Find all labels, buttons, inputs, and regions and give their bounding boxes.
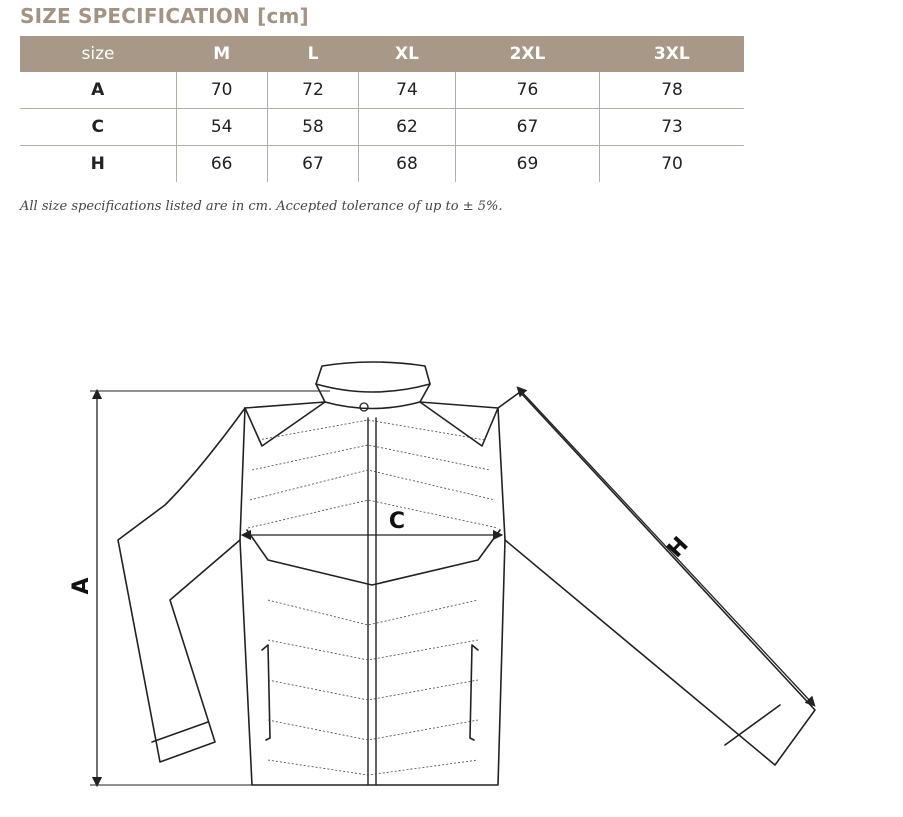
collar-icon xyxy=(316,362,430,392)
header-cell-2xl: 2XL xyxy=(455,36,599,72)
table-row xyxy=(20,72,744,109)
table-cell: 70 xyxy=(600,146,744,183)
header-cell-size: size xyxy=(20,36,176,72)
table-cell: 76 xyxy=(455,72,599,109)
row-label-a: A xyxy=(20,72,176,109)
table-cell: 67 xyxy=(455,109,599,146)
label-h: H xyxy=(662,532,694,563)
measure-h xyxy=(520,390,812,703)
row-label-h: H xyxy=(90,154,105,174)
table-cell: 68 xyxy=(359,146,456,183)
table-cell: 58 xyxy=(267,109,358,146)
table-cell: 67 xyxy=(267,146,358,183)
table-cell: 62 xyxy=(359,109,456,146)
table-row xyxy=(20,109,744,146)
table-cell: 69 xyxy=(455,146,599,183)
snap-button-icon xyxy=(360,403,368,411)
measure-a xyxy=(69,391,330,785)
header-cell-xl: XL xyxy=(359,36,456,72)
table-cell: 72 xyxy=(267,72,358,109)
page-title: SIZE SPECIFICATION [cm] xyxy=(20,4,309,28)
measure-c xyxy=(246,509,498,535)
tolerance-note: All size specifications listed are in cm. Accepted tolerance of up to ± 5%. xyxy=(20,199,503,214)
header-cell-l: L xyxy=(267,36,358,72)
table-cell: 74 xyxy=(359,72,456,109)
table-cell: 70 xyxy=(176,72,267,109)
label-a: A xyxy=(69,577,94,595)
header-cell-3xl: 3XL xyxy=(600,36,744,72)
header-cell-m: M xyxy=(176,36,267,72)
jacket-measurement-diagram xyxy=(0,340,903,817)
table-cell: 78 xyxy=(600,72,744,109)
table-header-row xyxy=(20,36,744,72)
table-cell: 73 xyxy=(600,109,744,146)
size-table xyxy=(20,36,744,182)
quilting-pattern xyxy=(248,420,498,775)
table-cell: 66 xyxy=(176,146,267,183)
label-c: C xyxy=(388,509,406,534)
table-row xyxy=(20,146,744,183)
table-cell: 54 xyxy=(176,109,267,146)
jacket-outline xyxy=(118,362,815,785)
row-label-c: C xyxy=(20,109,176,146)
